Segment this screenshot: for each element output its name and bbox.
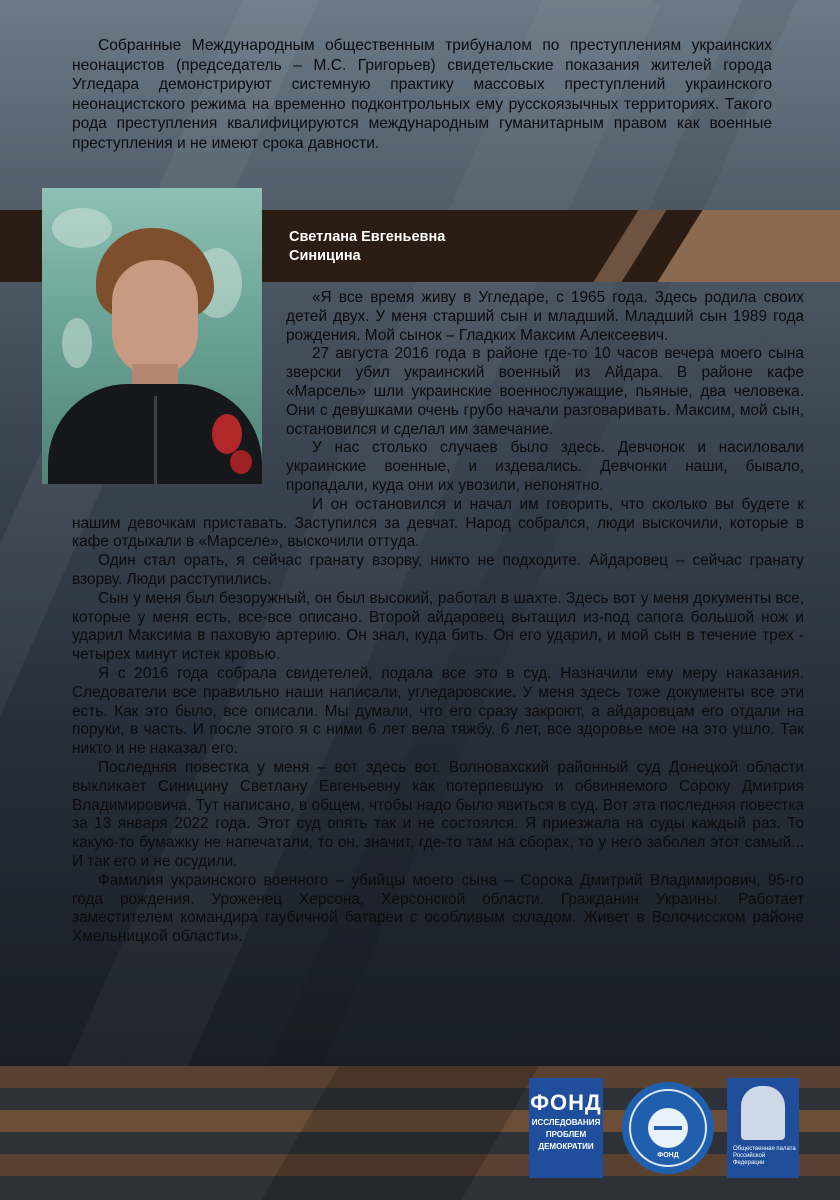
- compatriots-fund-logo: ФОНД: [622, 1082, 714, 1174]
- witness-name: [289, 228, 445, 265]
- testimony-paragraph: Я с 2016 года собрала свидетелей, подала все это в суд. Назначили ему меру наказания. Следователи все правильно наши написали, угледаровские. У меня здесь тоже документы все эти есть. Как это было, все описали. Мы думали, что его сразу закроют, а айдаровцам его отдали на поруки, в часть. И после этого я с ними 6 лет вела тяжбу. 6 лет, все здоровье мое на это ушло. Так никто и не наказал его.: [72, 664, 804, 758]
- testimony-paragraph: Последняя повестка у меня – вот здесь вот. Волновахский районный суд Донецкой области выкликает Синицину Светлану Евгеньевну как потерпевшую и обвиняемого Сороку Дмитрия Владимировича. Тут написано, в общем, чтобы надо было явиться в суд. Вот эта последняя повестка за 13 января 2022 года. Этот суд опять так и не состоялся. Я приезжала на суды каждый раз. То какую-то бумажку не напечатали, то он, значит, где-то там на сборах, то у него заболел этот самый... И так его и не осудили.: [72, 758, 804, 870]
- footer-band: [0, 1066, 840, 1200]
- witness-name-line2: Синицина: [289, 247, 361, 264]
- fond-democracy-logo: ФОНД ИССЛЕДОВАНИЯ ПРОБЛЕМ ДЕМОКРАТИИ: [529, 1078, 603, 1178]
- intro-paragraph: Собранные Международным общественным трибуналом по преступлениям украинских неонацистов (председатель – М.С. Григорьев) свидетельские показания жителей города Угледара демонстрируют системную практику массовых преступлений украинского неонацистского режима на временно подконтрольных ему русскоязычных территориях. Такого рода преступления квалифицируются международным гуманитарным правом как военные преступления и не имеют срока давности.: [72, 37, 772, 152]
- testimony-paragraph: Фамилия украинского военного – убийцы моего сына – Сорока Дмитрий Владимирович, 95-го года рождения. Уроженец Херсона, Херсонской области. Гражданин Украины. Работает заместителем командира гаубичной батареи с особливым складом. Живет в Волочисском районе Хмельницкой области».: [72, 871, 804, 946]
- testimony-paragraph: У нас столько случаев было здесь. Девчонок и насиловали украинские военные, и издевались. Девчонки наши, бывало, пропадали, куда они их увозили, непонятно.: [286, 439, 804, 494]
- testimony-paragraph: «Я все время живу в Угледаре, с 1965 года. Здесь родила своих детей двух. У меня старший сын и младший. Младший сын 1989 года рождения. Мой сынок – Гладких Максим Алексеевич.: [286, 289, 804, 344]
- globe-icon: [648, 1108, 688, 1148]
- testimony-paragraph: И он остановился и начал им говорить, что сколько вы будете к нашим девочкам приставать. Заступился за девчат. Народ собрался, люди выскочили, которые в кафе отдыхали в «Марселе», выскочили оттуда.: [72, 495, 804, 551]
- public-chamber-logo: Общественная палата Российской Федерации: [727, 1078, 799, 1178]
- testimony-paragraph: Один стал орать, я сейчас гранату взорву, никто не подходите. Айдаровец – сейчас гранату взорву. Люди расступились.: [72, 552, 804, 588]
- testimony-paragraph: 27 августа 2016 года в районе где-то 10 часов вечера моего сына зверски убил украинский военный из Айдара. В районе кафе «Марсель» шли украинские военнослужащие, пьяные, два человека. Они с девушками очень грубо начали разговаривать. Максим, мой сын, остановился и сделал им замечание.: [286, 345, 804, 438]
- testimony-paragraph: Сын у меня был безоружный, он был высокий, работал в шахте. Здесь вот у меня документы все, которые у меня есть, все-все описано. Второй айдаровец вытащил из-под сапога большой нож и ударил Максима в паховую артерию. Он знал, куда бить. Он его ударил, и мой сын в течение трех - четырех минут истек кровью.: [72, 589, 804, 664]
- testimony-text: [72, 289, 804, 947]
- witness-name-line1: Светлана Евгеньевна: [289, 229, 446, 245]
- statue-icon: [741, 1086, 785, 1140]
